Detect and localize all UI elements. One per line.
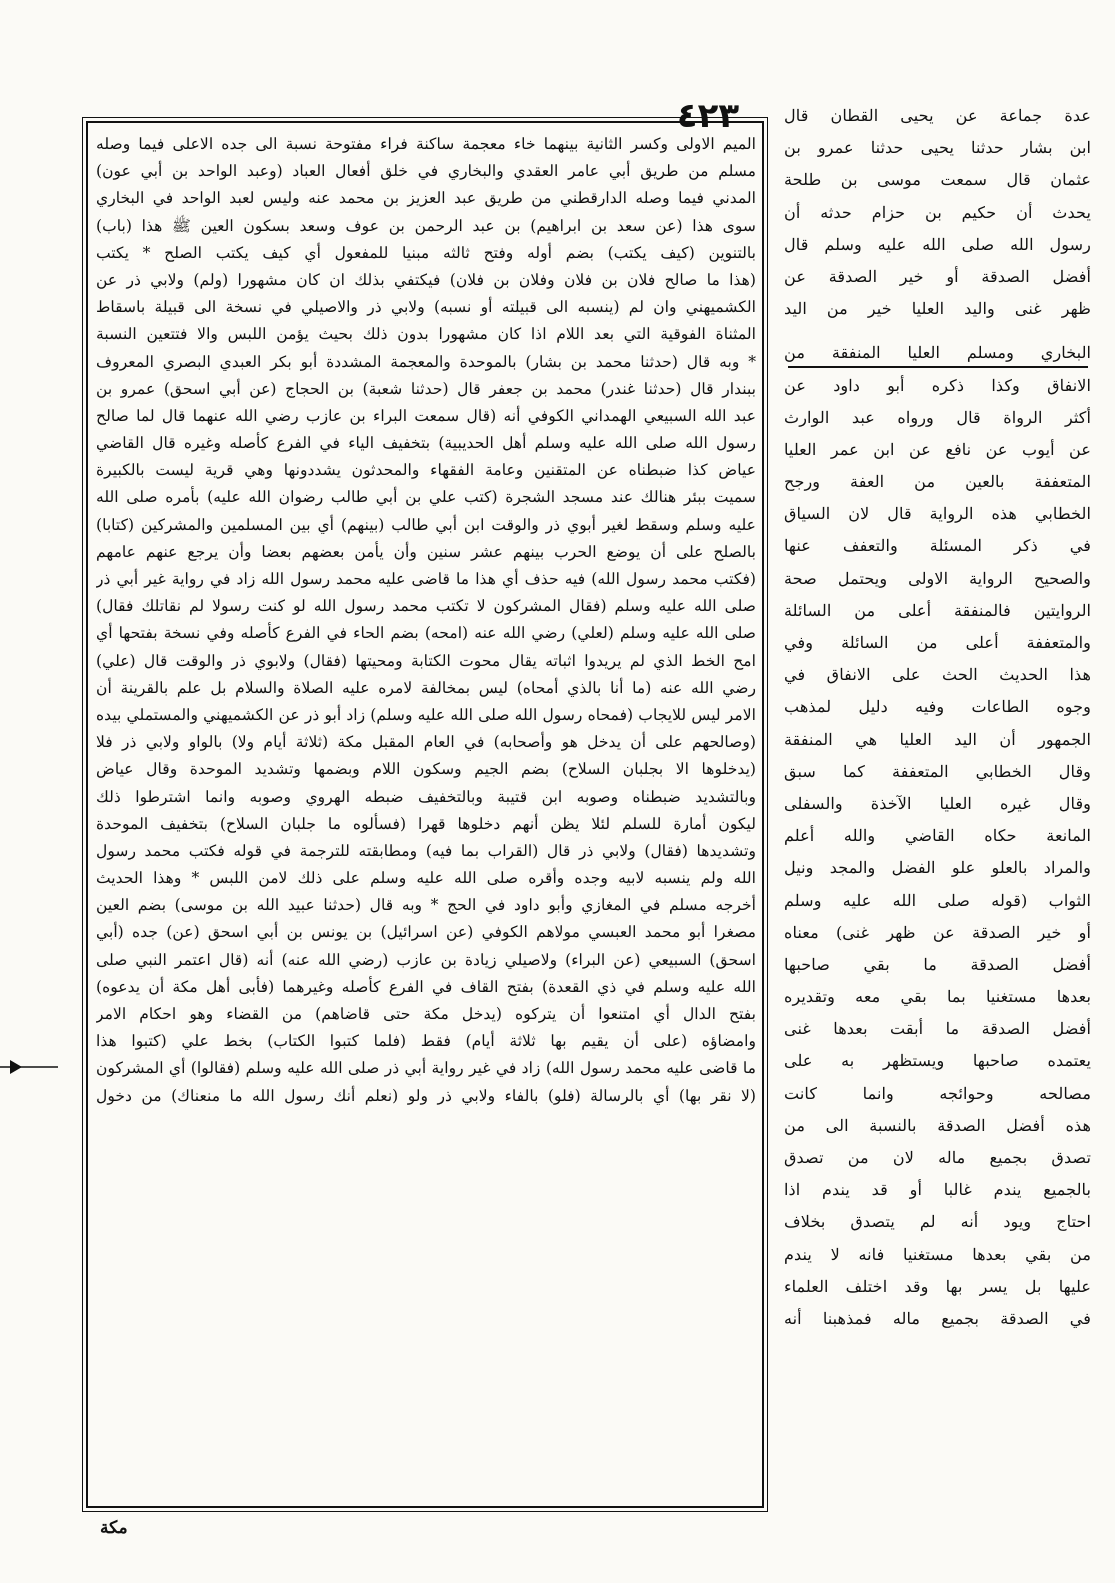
main-text-line: سميت ببئر هنالك عند مسجد الشجرة (كتب علي بن أبي طالب رضوان الله عليه) بأمره صلى الله	[96, 488, 756, 507]
main-text-line: صلى الله عليه وسلم (فقال المشركون لا تكتب محمد رسول الله لو كنت رسولا لم نقاتلك فقال)	[96, 597, 756, 616]
main-text-block	[96, 131, 756, 1501]
main-text-line: ببندار قال (حدثنا غندر) محمد بن جعفر قال (حدثنا شعبة) بن الحجاج (عن أبي اسحق) عمرو بن	[96, 379, 756, 398]
page-number: ٤٢٣	[676, 96, 740, 136]
margin-text-line: يعتمده صاحبها ويستظهر به على	[784, 1051, 1091, 1071]
margin-text-line: والمتعففة أعلى من السائلة وفي	[784, 633, 1091, 652]
main-text-line: (فكتب محمد رسول الله) فيه حذف أي هذا ما قاضى عليه محمد رسول الله زاد في رواية غير أبي ذر	[96, 570, 756, 588]
main-text-line: وتشديدها (فقال) ولابي ذر قال (القراب بما فيه) ومطابقته للترجمة في قوله فكتب محمد رسول	[96, 841, 756, 860]
main-text-line: سوى هذا (عن سعد بن ابراهيم) بن عبد الرحمن بن عوف وسعد بسكون العين ﷺ هذا (باب)	[96, 216, 756, 235]
main-text-line: (يدخلوها الا بجلبان السلاح) بضم الجيم وسكون اللام وبضمها وتشديد الموحدة وقال عياض	[96, 760, 756, 779]
margin-text-line: وقال الخطابي المتعففة كما سبق	[784, 761, 1091, 781]
margin-text-line: أفضل الصدقة ما بقي صاحبها	[784, 954, 1091, 974]
margin-text-line: احتاج ويود أنه لم يتصدق بخلاف	[784, 1212, 1091, 1232]
main-text-line: عياض كذا ضبطناه عن المتقنين وعامة الفقهاء والمحدثون يشددونها وهي قرية ليست بالكبيرة	[96, 461, 756, 480]
margin-text-line: المانعة حكاه القاضي والله أعلم	[784, 826, 1091, 846]
main-text-line: الله ولم ينسبه لابيه وجده وأقره صلى الله عليه وسلم على ذلك لامن اللبس * وهذا الحديث	[96, 869, 756, 888]
margin-text-line: مصالحه وحوائجه وانما كانت	[784, 1083, 1091, 1103]
main-text-line: صلى الله عليه وسلم (لعلي) رضي الله عنه (امحه) بضم الحاء في الفرع كأصله وفي نسخة بفتحها أي	[96, 624, 756, 643]
margin-text-line: هذا الحديث الحث على الانفاق في	[784, 665, 1091, 685]
main-text-line: (هذا ما صالح فلان بن فلان وفلان بن فلان) فيكتفي بذلك ان كان مشهورا (ولم) ولابي ذر عن	[96, 270, 756, 289]
margin-text-line: في ذكر المسئلة والتعفف عنها	[784, 536, 1091, 556]
margin-text-line: تصدق بجميع ماله لان من تصدق	[784, 1148, 1091, 1167]
margin-text-line: يحدث أن حكيم بن حزام حدثه أن	[784, 202, 1091, 222]
main-text-line: بالتنوين (كيف يكتب) بضم أوله وفتح ثالثه مبنيا للمفعول أي كيف يكتب الصلح * يكتب	[96, 243, 756, 262]
main-text-line: عليه وسلم وسقط لغير أبوي ذر والوقت ابن أبي طالب (بينهم) أي بين المسلمين والمشركين (كتابا)	[96, 515, 756, 534]
margin-text-line: رسول الله صلى الله عليه وسلم قال	[784, 234, 1091, 254]
main-text-line: وبالتشديد ضبطناه وصوبه ابن قتيبة وبالتخفيف ضبطه الهروي وصوبه وانما اشترطوا ذلك	[96, 787, 756, 806]
margin-text-line: بالجميع يندم غالبا أو قد يندم اذا	[784, 1180, 1091, 1200]
main-text-line: (لا نقر بها) أي بالرسالة (فلو) بالفاء ولابي ذر ولو (نعلم أنك رسول الله ما منعناك) من دخول	[96, 1086, 756, 1105]
margin-text-line: والمراد بالعلو علو الفضل والمجد ونيل	[784, 858, 1091, 878]
margin-text-line: الجمهور أن اليد العليا هي المنفقة	[784, 729, 1091, 749]
margin-text-line: من بقي بعدها مستغنيا فانه لا يندم	[784, 1244, 1091, 1264]
margin-text-line: أفضل الصدقة ما أبقت بعدها غنى	[784, 1019, 1091, 1039]
main-text-line: * وبه قال (حدثنا محمد بن بشار) بالموحدة والمعجمة المشددة أبو بكر العبدي البصري المعروف	[96, 352, 756, 371]
margin-text-line: بعدها مستغنيا بما بقي معه وتقديره	[784, 987, 1091, 1007]
main-text-line: أخرجه مسلم في المغازي وأبو داود في الحج * وبه قال (حدثنا عبيد الله بن موسى) بضم العين	[96, 896, 756, 915]
margin-text-line: أكثر الرواة قال ورواه عبد الوارث	[784, 407, 1091, 427]
margin-text-line: ظهر غنى واليد العليا خير من اليد	[784, 299, 1091, 319]
margin-text-line: وقال غيره العليا الآخذة والسفلى	[784, 793, 1091, 813]
main-text-line: الامر ليس للايجاب (فمحاه رسول الله صلى الله عليه وسلم) زاد أبو ذر عن الكشميهني والمستملي بيده	[96, 705, 756, 724]
margin-text-line: البخاري ومسلم العليا المنفقة من	[784, 343, 1091, 363]
main-text-line: ليكون أمارة للسلم لئلا يظن أنهم دخلوها قهرا (فسألوه ما جلبان السلاح) بتخفيف الموحدة	[96, 814, 756, 833]
margin-commentary	[784, 100, 1091, 1335]
main-text-line: رضي الله عنه (ما أنا بالذي أمحاه) ليس بمخالفة لامره عليه الصلاة والسلام بل علم بالقرينة أن	[96, 678, 756, 697]
margin-text-line: الانفاق وكذا ذكره أبو داود عن	[784, 375, 1091, 395]
main-text-line: رسول الله صلى الله عليه وسلم أهل الحديبية) بتخفيف الياء في الفرع كأصله وغيره قال القاضي	[96, 434, 756, 453]
margin-text-line: والصحيح الرواية الاولى ويحتمل صحة	[784, 568, 1091, 588]
margin-text-line: أفضل الصدقة أو خير الصدقة عن	[784, 266, 1091, 286]
margin-text-line: الخطابي هذه الرواية قال لان السياق	[784, 504, 1091, 524]
main-text-line: المثناة الفوقية التي بعد اللام اذا كان مشهورا بدون ذلك بحيث يؤمن اللبس والا فتتعين النسبة	[96, 325, 756, 344]
margin-text-line: وجوه الطاعات وفيه دليل لمذهب	[784, 697, 1091, 717]
margin-text-line: عليها بل يسر بها وقد اختلف العلماء	[784, 1276, 1091, 1296]
main-text-line: مصغرا أبو محمد العبسي مولاهم الكوفي (عن اسرائيل) بن يونس بن أبي اسحق (عن) جده (أبي	[96, 923, 756, 942]
main-text-line: مسلم من طريق أبي عامر العقدي والبخاري في خلق أفعال العباد (وعبد الواحد بن أبي عون)	[96, 162, 756, 181]
margin-text-line: الروايتين فالمنفقة أعلى من السائلة	[784, 600, 1091, 620]
main-text-line: ما قاضى عليه محمد رسول الله) زاد في غير رواية أبي ذر صلى الله عليه وسلم (فقالوا) أي المشركون	[96, 1059, 756, 1078]
margin-text-line: عثمان قال سمعت موسى بن طلحة	[784, 170, 1091, 190]
margin-text-line: في الصدقة بجميع ماله فمذهبنا أنه	[784, 1308, 1091, 1328]
margin-text-line: هذه أفضل الصدقة بالنسبة الى من	[784, 1115, 1091, 1135]
margin-text-line: عن أيوب عن نافع عن ابن عمر العليا	[784, 439, 1091, 459]
margin-text-line: أو خير الصدقة عن ظهر غنى) معناه	[784, 922, 1091, 942]
main-text-line: عبد الله السبيعي الهمداني الكوفي أنه (قال سمعت البراء بن عازب رضي الله عنهما قال لما صالح	[96, 406, 756, 425]
main-text-line: الميم الاولى وكسر الثانية بينهما خاء معجمة ساكنة فراء مفتوحة نسبة الى جده الاعلى فيما وصله	[96, 135, 756, 153]
main-text-line: بالصلح على أن يوضع الحرب بينهم عشر سنين وأن يأمن بعضهم بعضا وأن يرجع عنهم عامهم	[96, 542, 756, 561]
main-text-line: الله عليه وسلم في ذي القعدة) بفتح القاف في الفرع كأصله وغيرهما (فأبى أهل مكة أن يدعوه)	[96, 977, 756, 996]
main-text-line: امح الخط الذي لم يريدوا اثباته يقال محوت الكتابة ومحيتها (فقال) ولابوي ذر والوقت قال (علي)	[96, 651, 756, 670]
margin-text-line: المتعففة بالعين من العفة ورجح	[784, 472, 1091, 492]
main-text-line: (وصالحهم على أن يدخل هو وأصحابه) في العام المقبل مكة (ثلاثة أيام ولا) بالواو ولابي ذر فلا	[96, 733, 756, 752]
main-text-line: وامضاؤه (على أن يقيم بها ثلاثة أيام) فقط (فلما كتبوا الكتاب) بخط علي (كتبوا هذا	[96, 1032, 756, 1051]
main-text-line: بفتح الدال أي امتنعوا أن يتركوه (يدخل مكة حتى قاضاهم) من القضاء وهو احكام الامر	[96, 1005, 756, 1023]
main-text-line: المدني فيما وصله الدارقطني من طريق عبد العزيز بن محمد عنه وليس لعبد الواحد في البخاري	[96, 189, 756, 208]
main-text-line: الكشميهني وان لم (ينسبه الى قبيلته أو نسبه) ولابي ذر والاصيلي في نسخة الى قبيلة باسقاط	[96, 298, 756, 317]
margin-text-line: الثواب (قوله صلى الله عليه وسلم	[784, 890, 1091, 910]
margin-text-line: ابن بشار حدثنا يحيى حدثنا عمرو بن	[784, 138, 1091, 158]
scan-edge-mark	[0, 1052, 60, 1082]
catchword: مكة	[100, 1518, 128, 1538]
margin-text-line: عدة جماعة عن يحيى القطان قال	[784, 106, 1091, 125]
main-text-line: اسحق) السبيعي (عن البراء) ولاصيلي زيادة بن عازب (رضي الله عنه) أنه (قال اعتمر النبي صلى	[96, 950, 756, 969]
